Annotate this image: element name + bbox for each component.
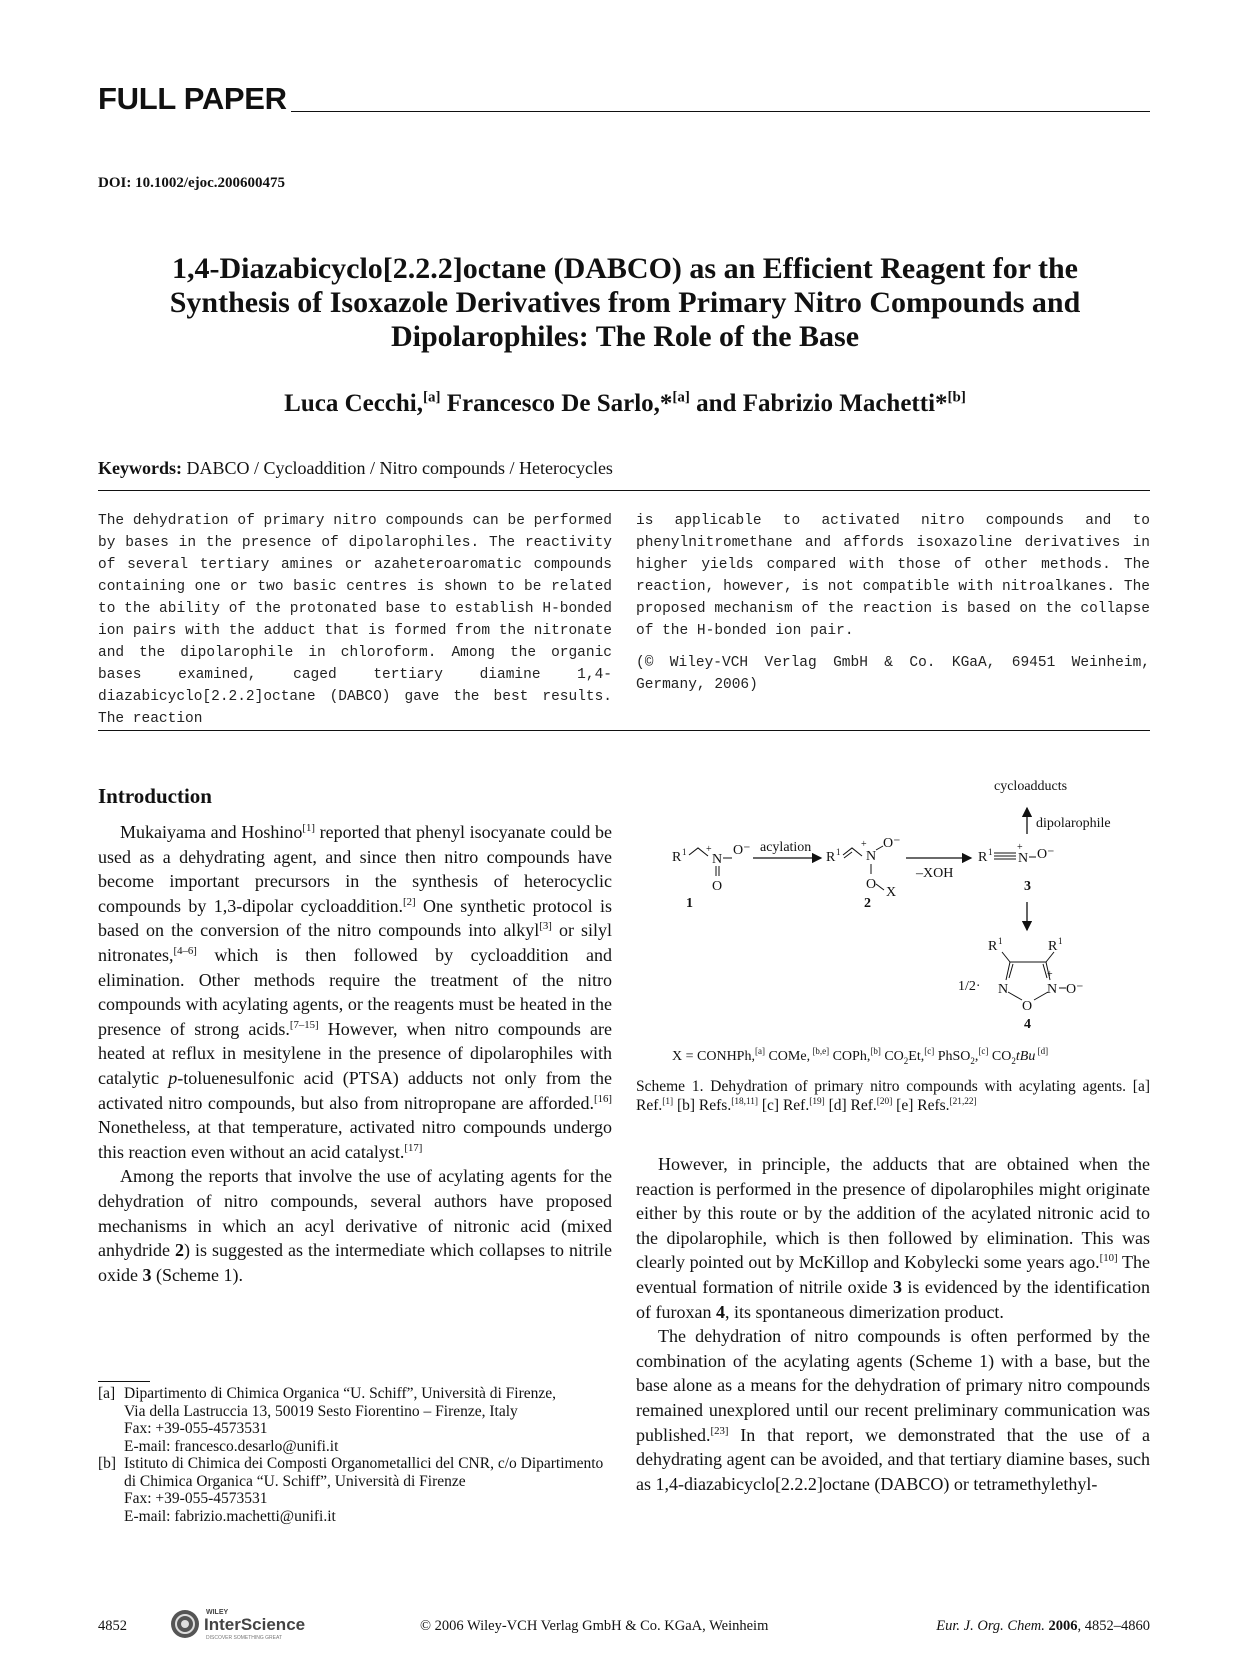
substituent-legend: X = CONHPh,[a] COMe, [b,e] COPh,[b] $CO_2Et,[c]$ PhSO$_2$,[c] $CO_2tBu$ [d] bbox=[672, 1046, 1049, 1066]
svg-text:O: O bbox=[1022, 999, 1033, 1014]
keywords-text: DABCO / Cycloaddition / Nitro compounds / Heterocycles bbox=[182, 458, 613, 478]
abstract-top-rule bbox=[98, 490, 1150, 491]
svg-text:O: O bbox=[712, 879, 723, 894]
svg-text:N: N bbox=[1047, 982, 1058, 997]
svg-text:N: N bbox=[998, 982, 1009, 997]
abstract-col-2-text: is applicable to activated nitro compounds and to phenylnitromethane and affords isoxazoline derivatives in higher yields compared with those of other methods. The reaction, however, is not compatible with nitroalkanes. The proposed mechanism of the reaction is based on the collapse of the H-bonded ion pair. bbox=[636, 513, 1150, 639]
author-1-affiliation: [a] bbox=[423, 389, 441, 406]
title-line-2: Synthesis of Isoxazole Derivatives from Primary Nitro Compounds and bbox=[169, 286, 1081, 319]
right-paragraph-2: The dehydration of nitro compounds is often performed by the combination of the acylating agents (Scheme 1) with a base, but the base alone as a means for the dehydration of primary nitro compounds remained unexplored until our recent preliminary communication was published.[23] In that report, we demonstrated that the use of a dehydrating agent can be avoided, and that tertiary diamine bases, such as 1,4-diazabicyclo[2.2.2]octane (DABCO) or tetramethylethyl- bbox=[636, 1326, 1150, 1494]
affiliation-b: [b] Istituto di Chimica dei Composti Organometallici del CNR, c/o Dipartimento di Chimica Organica “U. Schiff”, Università di Firenze Fax: +39-055-4573531 E-mail: fabrizio.machetti@unifi.it bbox=[98, 1455, 604, 1525]
author-list bbox=[100, 390, 1150, 418]
keywords-label: Keywords: bbox=[98, 458, 182, 478]
svg-text:+: + bbox=[1047, 969, 1053, 980]
svg-text:N: N bbox=[866, 849, 877, 864]
svg-text:O: O bbox=[866, 877, 877, 892]
svg-text:R: R bbox=[988, 939, 998, 954]
keywords bbox=[98, 458, 613, 479]
svg-text:1: 1 bbox=[988, 847, 993, 857]
author-1: Luca Cecchi, bbox=[284, 390, 424, 417]
abstract-copyright: (© Wiley-VCH Verlag GmbH & Co. KGaA, 69451 Weinheim, Germany, 2006) bbox=[636, 655, 1150, 693]
svg-text:+: + bbox=[706, 844, 712, 855]
svg-text:R: R bbox=[672, 850, 682, 865]
label-xoh: –XOH bbox=[916, 866, 954, 881]
right-paragraph-1: However, in principle, the adducts that are obtained when the reaction is performed in the presence of dipolarophiles might originate either by this route or by the addition of the acylated nitronic acid to the dipolarophile, which is then followed by elimination. This was clearly pointed out by McKillop and Kobylecki some years ago.[10] The eventual formation of nitrile oxide 3 is evidenced by the identification of furoxan 4, its spontaneous dimerization product. bbox=[636, 1154, 1151, 1322]
logo-interscience: InterScience bbox=[204, 1615, 306, 1634]
abstract-col-2 bbox=[636, 510, 1150, 696]
svg-text:N: N bbox=[1018, 851, 1029, 866]
title-line-3: Dipolarophiles: The Role of the Base bbox=[390, 320, 860, 353]
svg-text:1: 1 bbox=[1058, 936, 1063, 946]
compound-3-label: 3 bbox=[1024, 879, 1031, 894]
logo-tagline: DISCOVER SOMETHING GREAT bbox=[206, 1635, 283, 1641]
svg-text:O⁻: O⁻ bbox=[733, 843, 751, 858]
svg-text:R: R bbox=[1048, 939, 1058, 954]
svg-text:+: + bbox=[861, 839, 867, 850]
affiliation-a: [a] Dipartimento di Chimica Organica “U. Schiff”, Università di Firenze, Via della Lastruccia 13, 50019 Sesto Fiorentino – Firenze, Italy Fax: +39-055-4573531 E-mail: francesco.desarlo@unifi.it bbox=[98, 1385, 557, 1455]
compound-4-structure bbox=[958, 936, 1084, 1014]
right-column-body bbox=[636, 1152, 1150, 1496]
svg-text:+: + bbox=[1017, 842, 1023, 853]
intro-body bbox=[98, 820, 612, 1287]
label-dipolarophile: dipolarophile bbox=[1036, 816, 1111, 831]
compound-2-structure bbox=[826, 836, 901, 900]
author-2: Francesco De Sarlo,* bbox=[440, 390, 673, 417]
intro-paragraph-2: Among the reports that involve the use of acylating agents for the dehydration of nitro compounds, several authors have proposed mechanisms in which an acyl derivative of nitronic acid (mixed anhydride 2) is suggested as the intermediate which collapses to nitrile oxide 3 (Scheme 1). bbox=[98, 1166, 612, 1285]
label-cycloadducts: cycloadducts bbox=[994, 779, 1068, 794]
paper-title bbox=[100, 252, 1150, 354]
logo-wiley: WILEY bbox=[206, 1609, 229, 1616]
section-heading-introduction: Introduction bbox=[98, 784, 212, 808]
affiliations bbox=[98, 1385, 610, 1525]
doi: DOI: 10.1002/ejoc.200600475 bbox=[98, 175, 286, 191]
svg-text:1/2·: 1/2· bbox=[958, 979, 981, 994]
compound-2-label: 2 bbox=[864, 896, 871, 911]
svg-text:O⁻: O⁻ bbox=[1037, 847, 1055, 862]
svg-text:N: N bbox=[712, 852, 723, 867]
footnote-rule bbox=[98, 1381, 150, 1382]
label-acylation: acylation bbox=[760, 840, 812, 855]
section-header bbox=[98, 82, 1150, 116]
svg-text:O⁻: O⁻ bbox=[883, 836, 901, 851]
interscience-logo bbox=[168, 1605, 338, 1641]
abstract-col-1: The dehydration of primary nitro compounds can be performed by bases in the presence of dipolarophiles. The reactivity of several tertiary amines or azaheteroaromatic compounds containing one or two basic centres is shown to be related to the ability of the protonated base to establish H-bonded ion pairs with the adduct that is formed from the nitronate and the dipolarophile in chloroform. Among the organic bases examined, caged tertiary diamine 1,4-diazabicyclo[2.2.2]octane (DABCO) gave the best results. The reaction bbox=[98, 513, 612, 727]
svg-text:R: R bbox=[826, 850, 836, 865]
svg-text:1: 1 bbox=[998, 936, 1003, 946]
compound-4-label: 4 bbox=[1024, 1017, 1031, 1032]
svg-text:1: 1 bbox=[682, 847, 687, 857]
section-label: FULL PAPER bbox=[98, 82, 291, 116]
abstract-bottom-rule bbox=[98, 730, 1150, 731]
svg-text:O⁻: O⁻ bbox=[1066, 982, 1084, 997]
svg-text:X: X bbox=[886, 885, 897, 900]
scheme-1-diagram bbox=[636, 770, 1150, 1070]
title-line-1: 1,4-Diazabicyclo[2.2.2]octane (DABCO) as an Efficient Reagent for the bbox=[172, 252, 1078, 285]
page-number: 4852 bbox=[98, 1618, 127, 1634]
svg-text:R: R bbox=[978, 850, 988, 865]
compound-3-structure bbox=[978, 842, 1055, 866]
author-3-affiliation: [b] bbox=[947, 389, 966, 406]
footer-copyright: © 2006 Wiley-VCH Verlag GmbH & Co. KGaA, Weinheim bbox=[420, 1618, 769, 1634]
author-2-affiliation: [a] bbox=[672, 389, 690, 406]
scheme-1-caption: Scheme 1. Dehydration of primary nitro compounds with acylating agents. [a] Ref.[1] [b] Refs.[18,11] [c] Ref.[19] [d] Ref.[20] [e] Refs.[21,22] bbox=[636, 1078, 1150, 1114]
intro-paragraph-1: Mukaiyama and Hoshino[1] reported that phenyl isocyanate could be used as a dehydrating agent, and since then nitro compounds have become important precursors in the synthesis of heterocyclic compounds by 1,3-dipolar cycloaddition.[2] One synthetic protocol is based on the conversion of the nitro compounds into alkyl[3] or silyl nitronates,[4–6] which is then followed by cycloaddition and elimination. Other methods require the treatment of the nitro compounds with acylating agents, or the reagents must be heated in the presence of strong acids.[7–15] However, when nitro compounds are heated at reflux in mesitylene in the presence of dipolarophiles with catalytic p-toluenesulfonic acid (PTSA) adducts not only from the activated nitro compounds, but also from nitropropane are afforded.[16] Nonetheless, at that temperature, activated nitro compounds undergo this reaction even without an acid catalyst.[17] bbox=[98, 822, 613, 1162]
compound-1-label: 1 bbox=[686, 896, 693, 911]
compound-1-structure bbox=[672, 843, 751, 894]
author-3: and Fabrizio Machetti* bbox=[689, 390, 948, 417]
svg-text:1: 1 bbox=[836, 847, 841, 857]
journal-citation: Eur. J. Org. Chem. 2006, 4852–4860 bbox=[936, 1618, 1150, 1634]
